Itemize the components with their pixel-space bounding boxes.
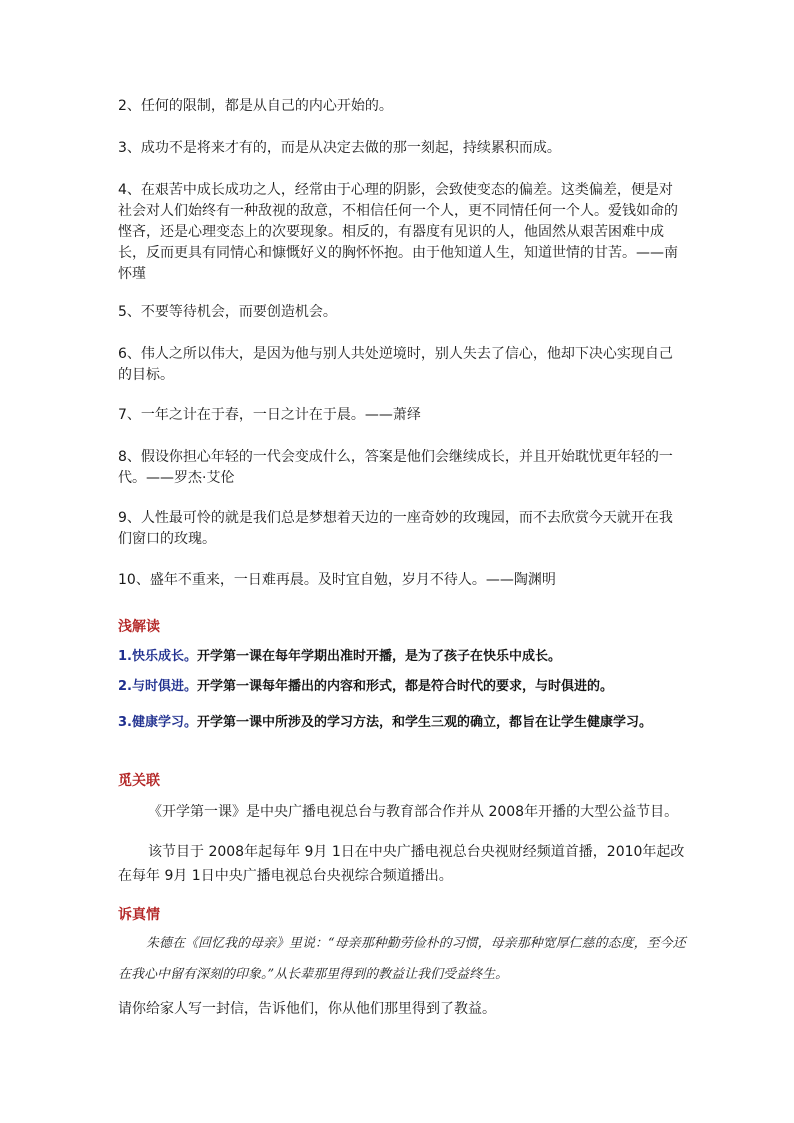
point-number: 1.	[118, 649, 132, 664]
program-intro-paragraph: 《开学第一课》是中央广播电视总台与教育部合作并从 2008年开播的大型公益节目。	[148, 804, 679, 820]
point-keyword: 快乐成长。	[131, 649, 197, 664]
section-heading-interpretation: 浅解读	[118, 619, 160, 635]
quote-9: 9、人性最可怜的就是我们总是梦想着天边的一座奇妙的玫瑰园，而不去欣赏今天就开在我们窗口的玫瑰。	[118, 510, 673, 547]
quote-10: 10、盛年不重来，一日难再晨。及时宜自勉，岁月不待人。——陶渊明	[118, 572, 556, 588]
quote-8: 8、假设你担心年轻的一代会变成什么，答案是他们会继续成长，并且开始耽忧更年轻的一代。——罗杰·艾伦	[118, 449, 673, 486]
point-3	[118, 708, 688, 738]
program-broadcast-paragraph: 该节目于 2008年起每年 9月 1日在中央广播电视总台央视财经频道首播，2010年起改在每年 9月 1日中央广播电视总台央视综合频道播出。	[118, 844, 685, 884]
zhu-de-citation: 朱德在《回忆我的母亲》里说：“母亲那种勤劳俭朴的习惯，母亲那种宽厚仁慈的态度，至今还在我心中留有深刻的印象。”从长辈那里得到的教益让我们受益终生。	[118, 936, 686, 982]
point-keyword: 健康学习。	[131, 715, 197, 730]
point-text: 开学第一课每年播出的内容和形式，都是符合时代的要求，与时俱进的。	[197, 679, 614, 694]
point-text: 开学第一课在每年学期出准时开播，是为了孩子在快乐中成长。	[197, 649, 562, 664]
quote-6: 6、伟人之所以伟大，是因为他与别人共处逆境时，别人失去了信心，他却下决心实现自己的目标。	[118, 346, 673, 383]
quote-7: 7、一年之计在于春，一日之计在于晨。——萧绎	[118, 407, 421, 423]
point-1	[118, 647, 688, 667]
point-number: 2.	[118, 679, 132, 694]
writing-task: 请你给家人写一封信，告诉他们，你从他们那里得到了教益。	[118, 1001, 496, 1017]
point-2	[118, 677, 688, 697]
point-number: 3.	[118, 715, 132, 730]
section-heading-connection: 觅关联	[118, 773, 160, 789]
point-keyword: 与时俱进。	[131, 679, 197, 694]
quote-2: 2、任何的限制，都是从自己的内心开始的。	[118, 98, 393, 114]
quote-4: 4、在艰苦中成长成功之人，经常由于心理的阴影，会致使变态的偏差。这类偏差，便是对社会对人们始终有一种敌视的敌意，不相信任何一个人，更不同情任何一个人。爱钱如命的悭吝，还是心理变态上的次要现象。相反的，有器度有见识的人，他固然从艰苦困难中成长，反而更具有同情心和慷慨好义的胸怀怀抱。由于他知道人生，知道世情的甘苦。——南怀瑾	[118, 182, 678, 282]
section-heading-feelings: 诉真情	[118, 907, 160, 923]
quote-5: 5、不要等待机会，而要创造机会。	[118, 304, 337, 320]
point-text: 开学第一课中所涉及的学习方法，和学生三观的确立，都旨在让学生健康学习。	[197, 715, 653, 730]
quote-3: 3、成功不是将来才有的，而是从决定去做的那一刻起，持续累积而成。	[118, 140, 561, 156]
